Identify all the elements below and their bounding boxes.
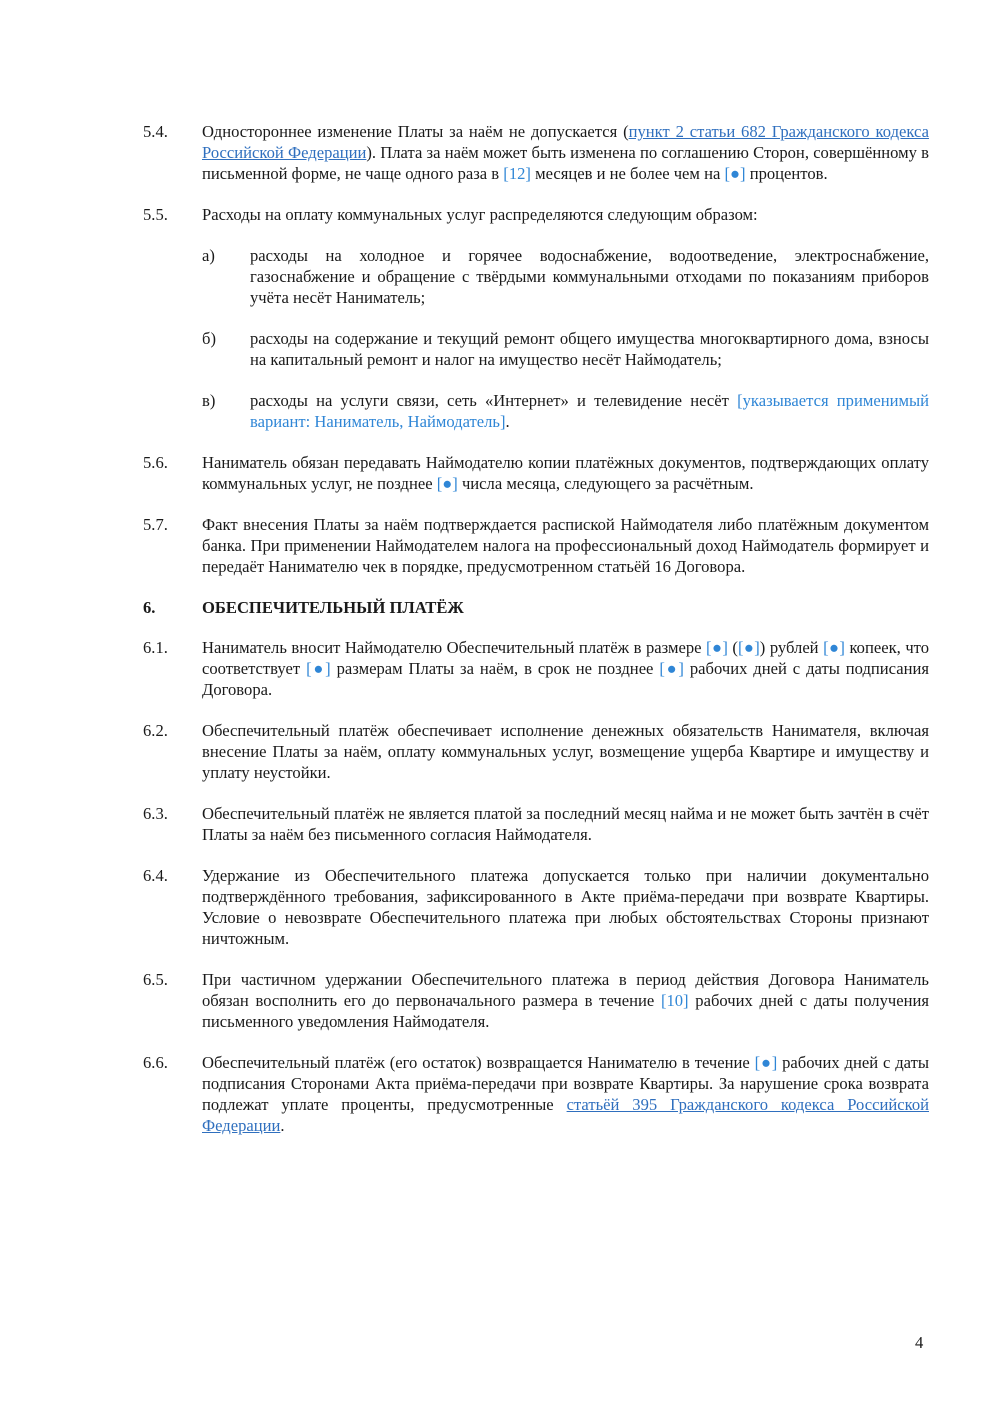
- clause-text: рабочих дней с даты подписания Договора.: [202, 659, 930, 699]
- clause-text: рабочих дней с даты подписания Сторонами Акта приёма-передачи при возврате Квартиры. За нарушение срока возврата подлежат уплате проценты, предусмотренные: [202, 1053, 929, 1114]
- clause-body: [202, 720, 929, 783]
- clause-text: Обеспечительный платёж не является платой за последний месяц найма и не может быть зачтён в счёт Платы за наём без письменного согласия Наймодателя.: [202, 804, 929, 844]
- clauses-section-6: [143, 637, 929, 1136]
- clause: [143, 969, 929, 1032]
- clause: [143, 204, 929, 432]
- clause-body: [202, 204, 929, 432]
- clause-body: [202, 121, 929, 184]
- clause-number: 5.7.: [143, 515, 168, 534]
- clause-body: [202, 1052, 929, 1136]
- placeholder-value: [●]: [306, 659, 331, 678]
- page-number: 4: [915, 1333, 924, 1352]
- section-title: ОБЕСПЕЧИТЕЛЬНЫЙ ПЛАТЁЖ: [202, 598, 464, 617]
- sub-clause: [202, 328, 929, 370]
- sub-clause: [202, 390, 929, 432]
- clause-text: При частичном удержании Обеспечительного платежа в период действия Договора Наниматель обязан восполнить его до первоначального размера в течение: [202, 970, 929, 1010]
- clause-number: 5.4.: [143, 122, 168, 141]
- clause: [143, 1052, 929, 1136]
- clause-body: [202, 969, 929, 1032]
- clause-number: 6.6.: [143, 1053, 168, 1072]
- clause: [143, 803, 929, 845]
- clause-body: [202, 803, 929, 845]
- sub-clause-text: [250, 328, 929, 370]
- placeholder-value: [10]: [660, 991, 689, 1010]
- section-number: 6.: [143, 598, 156, 617]
- placeholder-value: [12]: [503, 164, 531, 183]
- clause-text: расходы на содержание и текущий ремонт общего имущества многоквартирного дома, взносы на капитальный ремонт и налог на имущество несёт Наймодатель;: [250, 329, 929, 369]
- sub-clause-letter: а): [202, 246, 215, 265]
- clause-number: 6.3.: [143, 804, 168, 823]
- placeholder-value: [●]: [724, 164, 746, 183]
- placeholder-value: [●]: [436, 474, 458, 493]
- placeholder-value: [●]: [659, 659, 684, 678]
- placeholder-value: [●]: [823, 638, 845, 657]
- clause: [143, 514, 929, 577]
- sub-clause: [202, 245, 929, 308]
- clause-number: 6.5.: [143, 970, 168, 989]
- clause-number: 6.1.: [143, 638, 168, 657]
- clause: [143, 121, 929, 184]
- clause-number: 5.6.: [143, 453, 168, 472]
- legal-reference-link[interactable]: статьёй 395 Гражданского кодекса Российской Федерации: [202, 1095, 929, 1135]
- clause-text: расходы на холодное и горячее водоснабжение, водоотведение, электроснабжение, газоснабжение и обращение с твёрдыми коммунальными отходами по показаниям приборов учёта несёт Наниматель;: [250, 246, 929, 307]
- clause-text: месяцев и не более чем на: [530, 164, 725, 183]
- clause-text: Одностороннее изменение Платы за наём не допускается (: [202, 122, 629, 141]
- clause-text: Расходы на оплату коммунальных услуг распределяются следующим образом:: [202, 205, 758, 224]
- clause: [143, 720, 929, 783]
- placeholder-value: [●]: [754, 1053, 778, 1072]
- clause: [143, 637, 929, 700]
- clause-text: Удержание из Обеспечительного платежа допускается только при наличии документально подтверждённого требования, зафиксированного в Акте приёма-передачи при возврате Квартиры. Условие о невозврате Обеспечительного платежа при любых обстоятельствах Стороны признают ничтожным.: [202, 866, 929, 948]
- clause-body: [202, 452, 929, 494]
- sub-clause-text: [250, 390, 929, 432]
- clause-body: [202, 514, 929, 577]
- placeholder-value: [указывается применимый вариант: Наниматель, Наймодатель]: [250, 391, 929, 431]
- clause-text: .: [505, 412, 510, 431]
- clause-text: Наниматель вносит Наймодателю Обеспечительный платёж в размере: [202, 638, 707, 657]
- clause-text: процентов.: [745, 164, 828, 183]
- sub-clause-letter: б): [202, 329, 216, 348]
- clause-body: [202, 865, 929, 949]
- clause-text: Наниматель обязан передавать Наймодателю копии платёжных документов, подтверждающих оплату коммунальных услуг, не позднее: [202, 453, 929, 493]
- clause-text: копеек, что соответствует: [202, 638, 930, 678]
- clause: [143, 452, 929, 494]
- placeholder-value: [●]: [706, 638, 728, 657]
- placeholder-value: [●]: [737, 638, 760, 657]
- clause-text: ). Плата за наём может быть изменена по соглашению Сторон, совершённому в письменной форме, не чаще одного раза в: [202, 143, 930, 183]
- clause: [143, 865, 929, 949]
- clauses-section-5: [143, 121, 929, 577]
- clause-text: ) рублей: [759, 638, 824, 657]
- clause-number: 6.4.: [143, 866, 168, 885]
- clause-text: .: [280, 1116, 285, 1135]
- clause-text: расходы на услуги связи, сеть «Интернет» и телевидение несёт: [250, 391, 738, 410]
- clause-text: Обеспечительный платёж обеспечивает исполнение денежных обязательств Нанимателя, включая внесение Платы за наём, оплату коммунальных услуг, возмещение ущерба Квартире и имуществу и уплату неустойки.: [202, 721, 929, 782]
- clause-text: Обеспечительный платёж (его остаток) возвращается Нанимателю в течение: [202, 1053, 755, 1072]
- clause-text: размерам Платы за наём, в срок не позднее: [330, 659, 660, 678]
- clause-number: 5.5.: [143, 205, 168, 224]
- legal-reference-link[interactable]: пункт 2 статьи 682 Гражданского кодекса Российской Федерации: [202, 122, 929, 162]
- section-heading: [143, 597, 929, 618]
- sub-clause-letter: в): [202, 391, 216, 410]
- clause-number: 6.2.: [143, 721, 168, 740]
- clause-text: (: [727, 638, 738, 657]
- clause-body: [202, 637, 929, 700]
- document-content: [143, 121, 929, 1156]
- clause-text: числа месяца, следующего за расчётным.: [457, 474, 754, 493]
- sub-clause-text: [250, 245, 929, 308]
- clause-text: Факт внесения Платы за наём подтверждается распиской Наймодателя либо платёжным документом банка. При применении Наймодателем налога на профессиональный доход Наймодатель формирует и передаёт Нанимателю чек в порядке, предусмотренном статьёй 16 Договора.: [202, 515, 929, 576]
- clause-text: рабочих дней с даты получения письменного уведомления Наймодателя.: [202, 991, 929, 1031]
